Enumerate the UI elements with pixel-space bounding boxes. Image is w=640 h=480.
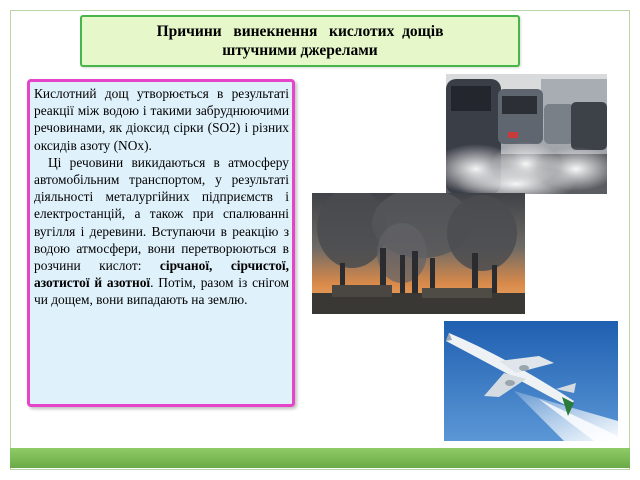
airplane-contrail-photo (444, 321, 618, 441)
slide-title-line-1: Причини винекнення кислотих дощів (156, 23, 444, 40)
slide-title-box (80, 15, 520, 67)
car-exhaust-traffic-photo (446, 74, 607, 194)
paragraph-sources-ending: . Потім, разом із снігом чи дощем, вони випадають на землю. (34, 275, 289, 308)
description-text-box (27, 79, 295, 407)
slide-title-line-2: штучними джерелами (222, 42, 378, 59)
paragraph-sources-text: Ці речовини викидаються в атмосферу автомобільним транспортом, у результаті діяльності металургійних підприємств і електростанцій, а також при спалюванні вугілля і деревини. Вступаючи в реакцію з водою атмосфери, вони перетворюються в розчини кислот: (34, 154, 289, 274)
paragraph-emission-sources (34, 154, 289, 309)
acid-names-bold: сірчаної, сірчистої, азотистої й азотної (34, 258, 289, 291)
paragraph-acid-rain-definition: Кислотний дощ утворюється в результаті реакції між водою і такими забруднюючими речовинами, як діоксид сірки (SO2) і різних оксидів азоту (NOx). (34, 86, 289, 153)
factory-smokestacks-photo (312, 193, 525, 314)
slide-bottom-bar (10, 448, 630, 468)
